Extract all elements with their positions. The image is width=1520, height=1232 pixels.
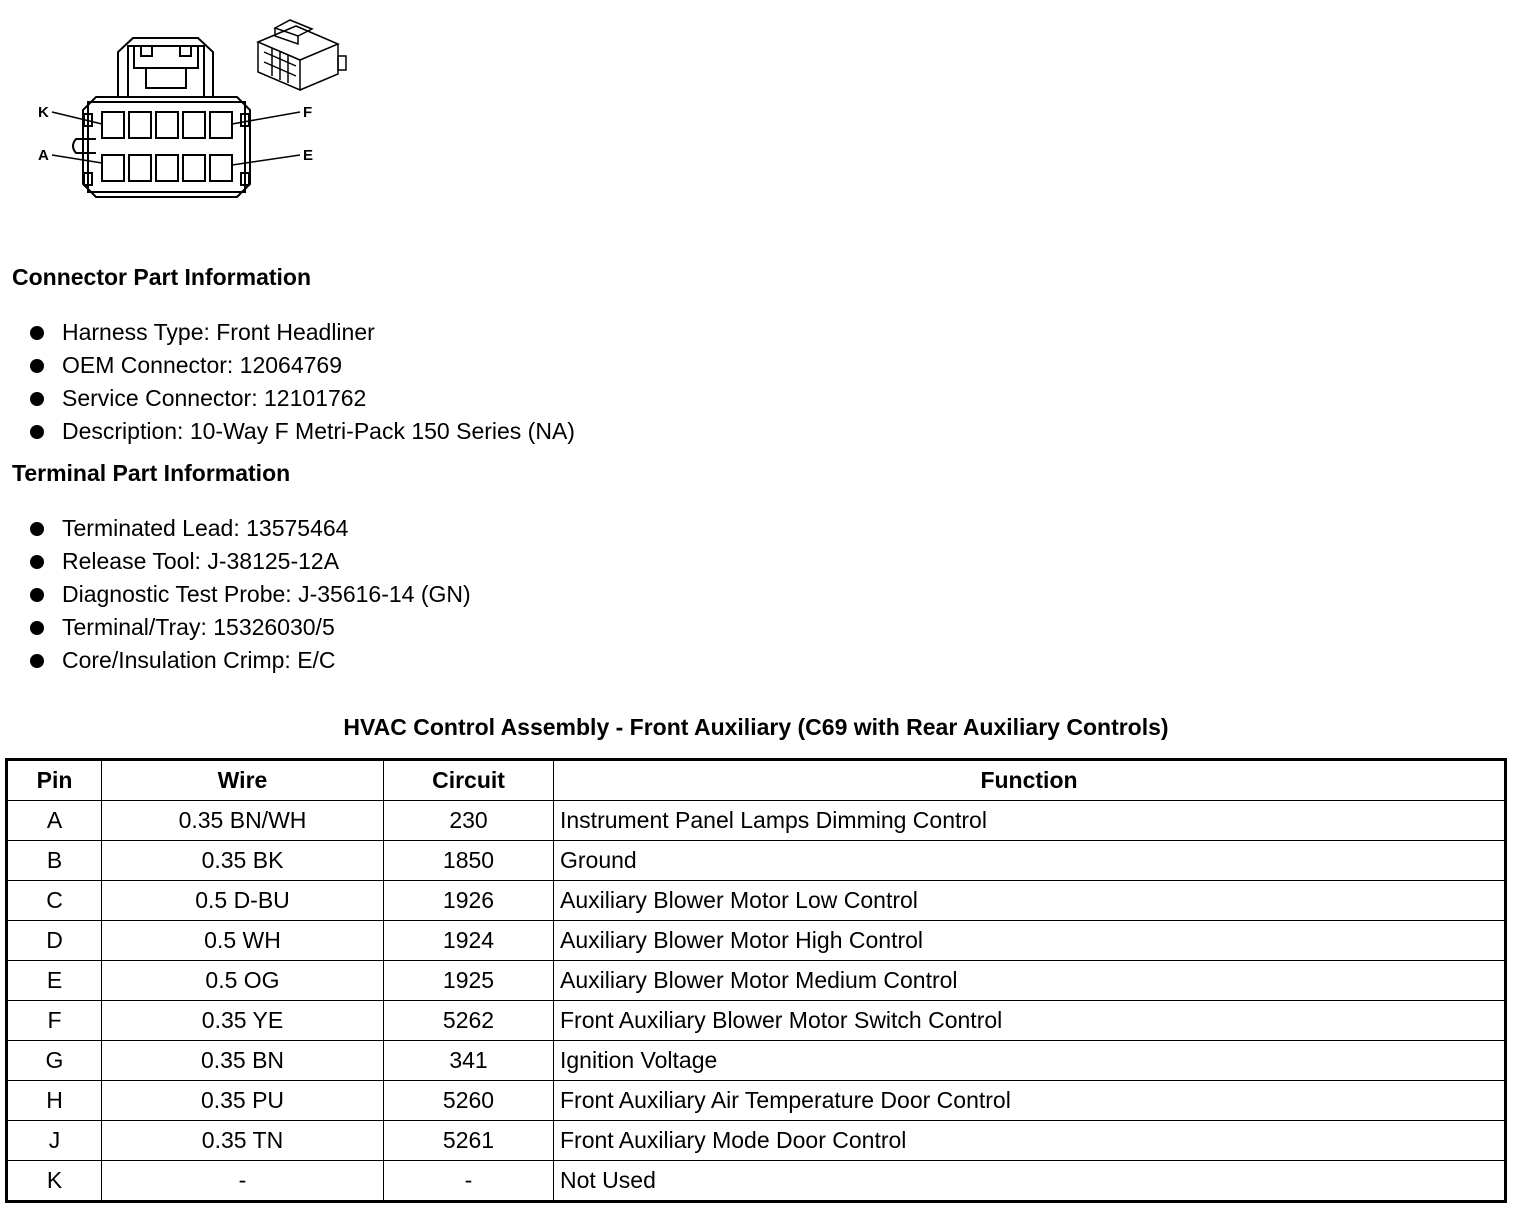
pin-label-a: A	[38, 147, 49, 164]
table-row	[7, 1161, 1506, 1202]
list-item: Terminated Lead: 13575464	[28, 512, 471, 545]
cell-wire: 0.35 BN/WH	[102, 801, 384, 841]
terminal-info-title: Terminal Part Information	[12, 460, 291, 486]
table-header-row	[7, 760, 1506, 801]
cell-circuit: 1926	[384, 881, 554, 921]
table-row	[7, 1041, 1506, 1081]
cell-pin: F	[7, 1001, 102, 1041]
bullet-icon	[30, 621, 44, 635]
cell-wire: 0.5 WH	[102, 921, 384, 961]
pin-table-title: HVAC Control Assembly - Front Auxiliary (C69 with Rear Auxiliary Controls)	[343, 714, 1169, 740]
cell-wire: 0.35 YE	[102, 1001, 384, 1041]
cell-pin: G	[7, 1041, 102, 1081]
cell-circuit: 5260	[384, 1081, 554, 1121]
table-row	[7, 881, 1506, 921]
list-item: Terminal/Tray: 15326030/5	[28, 611, 471, 644]
cell-circuit: 230	[384, 801, 554, 841]
cell-circuit: 5261	[384, 1121, 554, 1161]
list-item: Description: 10-Way F Metri-Pack 150 Series (NA)	[28, 415, 575, 448]
list-item: OEM Connector: 12064769	[28, 349, 575, 382]
pin-label-k: K	[38, 104, 49, 121]
connector-info-list	[28, 316, 575, 448]
header-function: Function	[554, 760, 1506, 801]
list-item: Release Tool: J-38125-12A	[28, 545, 471, 578]
connector-diagram	[0, 0, 380, 215]
bullet-icon	[30, 359, 44, 373]
table-row	[7, 961, 1506, 1001]
cell-function: Front Auxiliary Mode Door Control	[554, 1121, 1506, 1161]
bullet-icon	[30, 555, 44, 569]
cell-circuit: 1850	[384, 841, 554, 881]
cell-function: Auxiliary Blower Motor Medium Control	[554, 961, 1506, 1001]
table-row	[7, 841, 1506, 881]
list-item: Harness Type: Front Headliner	[28, 316, 575, 349]
table-row	[7, 1121, 1506, 1161]
table-row	[7, 921, 1506, 961]
table-row	[7, 1001, 1506, 1041]
terminal-info-list	[28, 512, 471, 677]
cell-circuit: -	[384, 1161, 554, 1202]
cell-wire: 0.35 TN	[102, 1121, 384, 1161]
header-circuit: Circuit	[384, 760, 554, 801]
header-wire: Wire	[102, 760, 384, 801]
cell-wire: -	[102, 1161, 384, 1202]
bullet-icon	[30, 588, 44, 602]
cell-pin: K	[7, 1161, 102, 1202]
cell-circuit: 1925	[384, 961, 554, 1001]
cell-pin: H	[7, 1081, 102, 1121]
cell-circuit: 5262	[384, 1001, 554, 1041]
connector-info-title: Connector Part Information	[12, 264, 312, 290]
cell-pin: C	[7, 881, 102, 921]
cell-wire: 0.35 PU	[102, 1081, 384, 1121]
bullet-icon	[30, 654, 44, 668]
cell-wire: 0.5 D-BU	[102, 881, 384, 921]
cell-pin: D	[7, 921, 102, 961]
header-pin: Pin	[7, 760, 102, 801]
cell-pin: B	[7, 841, 102, 881]
table-row	[7, 1081, 1506, 1121]
cell-wire: 0.5 OG	[102, 961, 384, 1001]
list-item: Service Connector: 12101762	[28, 382, 575, 415]
bullet-icon	[30, 522, 44, 536]
cell-wire: 0.35 BN	[102, 1041, 384, 1081]
cell-function: Ground	[554, 841, 1506, 881]
connector-isometric-icon	[258, 20, 346, 90]
pin-label-f: F	[303, 104, 313, 121]
list-item: Core/Insulation Crimp: E/C	[28, 644, 471, 677]
cell-circuit: 341	[384, 1041, 554, 1081]
cell-function: Front Auxiliary Blower Motor Switch Control	[554, 1001, 1506, 1041]
bullet-icon	[30, 326, 44, 340]
cell-function: Front Auxiliary Air Temperature Door Control	[554, 1081, 1506, 1121]
cell-pin: A	[7, 801, 102, 841]
cell-function: Auxiliary Blower Motor High Control	[554, 921, 1506, 961]
cell-pin: E	[7, 961, 102, 1001]
cell-function: Not Used	[554, 1161, 1506, 1202]
pin-table	[5, 758, 1507, 1203]
list-item: Diagnostic Test Probe: J-35616-14 (GN)	[28, 578, 471, 611]
cell-function: Ignition Voltage	[554, 1041, 1506, 1081]
table-row	[7, 801, 1506, 841]
bullet-icon	[30, 425, 44, 439]
cell-circuit: 1924	[384, 921, 554, 961]
bullet-icon	[30, 392, 44, 406]
cell-function: Instrument Panel Lamps Dimming Control	[554, 801, 1506, 841]
cell-function: Auxiliary Blower Motor Low Control	[554, 881, 1506, 921]
cell-wire: 0.35 BK	[102, 841, 384, 881]
pin-label-e: E	[303, 147, 314, 164]
cell-pin: J	[7, 1121, 102, 1161]
